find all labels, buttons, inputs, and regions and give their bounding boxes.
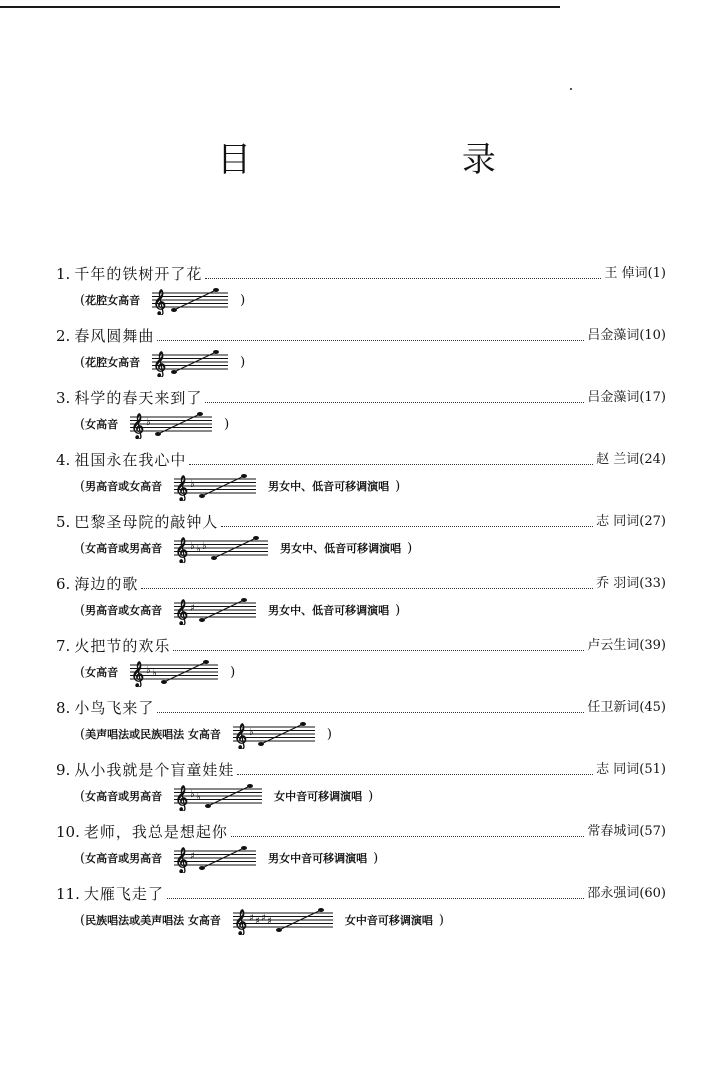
range-note-icon — [318, 908, 324, 912]
sharp-icon: ♯ — [190, 603, 195, 614]
range-note-icon — [213, 350, 219, 354]
open-paren: ( — [80, 788, 86, 804]
entry-voice-info — [56, 904, 666, 936]
entry-transpose-note: 女中音可移调演唱 — [274, 790, 363, 803]
flat-icon: ♭ — [196, 544, 201, 555]
toc-entry[interactable] — [56, 320, 666, 382]
open-paren: ( — [80, 726, 86, 742]
entry-lyricist-page: 志 同词(51) — [596, 762, 666, 777]
entry-voice-info — [56, 470, 666, 502]
close-paren: ) — [438, 912, 444, 928]
treble-clef-icon: 𝄞 — [175, 600, 189, 625]
toc-entry-line — [56, 320, 666, 346]
music-staff-icon — [172, 595, 258, 625]
entry-lyricist-page: 常春城词(57) — [587, 824, 666, 839]
dot-leader — [157, 339, 584, 341]
range-note-icon — [199, 494, 205, 498]
open-paren: ( — [80, 540, 86, 556]
entry-voice-info — [56, 284, 666, 316]
flat-icon: ♭ — [196, 792, 201, 803]
close-paren: ) — [368, 788, 374, 804]
treble-clef-icon: 𝄞 — [175, 786, 189, 811]
treble-clef-icon: 𝄞 — [175, 476, 189, 501]
flat-icon: ♭ — [190, 789, 195, 800]
music-staff-icon — [231, 905, 335, 935]
entry-number: 2. — [56, 327, 71, 345]
range-note-icon — [199, 866, 205, 870]
entry-voice-info — [56, 842, 666, 874]
page-title: 目 录 — [217, 140, 596, 180]
flat-icon: ♭ — [146, 417, 151, 428]
entry-voice-info — [56, 656, 666, 688]
range-note-icon — [211, 556, 217, 560]
dot-leader — [157, 711, 584, 713]
music-staff-icon — [172, 471, 258, 501]
entry-number: 11. — [56, 885, 80, 903]
entry-number: 1. — [56, 265, 71, 283]
flat-icon: ♭ — [190, 541, 195, 552]
entry-title[interactable]: 从小我就是个盲童娃娃 — [74, 761, 235, 779]
entry-number: 3. — [56, 389, 71, 407]
entry-transpose-note: 男女中、低音可移调演唱 — [268, 480, 390, 493]
close-paren: ) — [224, 416, 230, 432]
dot-leader — [205, 401, 584, 403]
music-staff-icon — [150, 285, 230, 315]
entry-transpose-note: 男女中、低音可移调演唱 — [280, 542, 402, 555]
open-paren: ( — [80, 850, 86, 866]
sharp-icon: ♯ — [248, 913, 254, 924]
range-note-icon — [203, 660, 209, 664]
entry-lyricist-page: 任卫新词(45) — [587, 700, 666, 715]
dot-leader — [189, 463, 593, 465]
flat-icon: ♭ — [248, 727, 254, 738]
close-paren: ) — [326, 726, 332, 742]
treble-clef-icon: 𝄞 — [233, 910, 247, 935]
entry-voice-info — [56, 532, 666, 564]
entry-number: 7. — [56, 637, 71, 655]
entry-voice: 女高音 — [85, 418, 119, 431]
entry-number: 9. — [56, 761, 71, 779]
dot-leader — [173, 649, 584, 651]
range-note-icon — [161, 680, 167, 684]
range-note-icon — [155, 432, 161, 436]
treble-clef-icon: 𝄞 — [175, 848, 189, 873]
toc-entry-line — [56, 382, 666, 408]
dot-leader — [221, 525, 593, 527]
music-staff-icon — [128, 409, 214, 439]
music-staff-icon — [172, 781, 264, 811]
toc-entry-line — [56, 816, 666, 842]
range-note-icon — [300, 722, 306, 726]
entry-voice: 女高音 — [85, 666, 119, 679]
toc-entry[interactable] — [56, 816, 666, 878]
sharp-icon: ♯ — [266, 916, 272, 927]
entry-title[interactable]: 小鸟飞来了 — [74, 699, 155, 717]
entry-voice: 花腔女高音 — [85, 294, 141, 307]
entry-voice-info — [56, 346, 666, 378]
treble-clef-icon: 𝄞 — [233, 724, 247, 749]
close-paren: ) — [395, 478, 401, 494]
range-note-icon — [199, 618, 205, 622]
range-note-icon — [171, 308, 177, 312]
entry-lyricist-page: 吕金藻词(10) — [587, 328, 666, 343]
entry-voice: 女高音或男高音 — [85, 790, 163, 803]
entry-number: 6. — [56, 575, 71, 593]
toc-entry-line — [56, 444, 666, 470]
table-of-contents — [56, 258, 666, 940]
entry-title[interactable]: 祖国永在我心中 — [74, 451, 187, 469]
entry-voice: 女高音或男高音 — [85, 542, 163, 555]
range-note-icon — [241, 846, 247, 850]
entry-lyricist-page: 王 倬词(1) — [604, 266, 666, 281]
entry-lyricist-page: 邵永强词(60) — [587, 886, 666, 901]
music-staff-icon — [172, 533, 270, 563]
entry-voice-info — [56, 594, 666, 626]
open-paren: ( — [80, 664, 86, 680]
range-note-icon — [253, 536, 259, 540]
open-paren: ( — [80, 912, 86, 928]
range-note-icon — [205, 804, 211, 808]
entry-title[interactable]: 大雁飞走了 — [83, 885, 164, 903]
entry-number: 4. — [56, 451, 71, 469]
entry-voice: 男高音或女高音 — [85, 604, 163, 617]
entry-transpose-note: 女中音可移调演唱 — [344, 914, 433, 927]
treble-clef-icon: 𝄞 — [131, 662, 145, 687]
entry-transpose-note: 男女中音可移调演唱 — [268, 852, 368, 865]
flat-icon: ♭ — [152, 668, 157, 679]
toc-entry[interactable] — [56, 568, 666, 630]
music-staff-icon — [172, 843, 258, 873]
sharp-icon: ♯ — [254, 916, 260, 927]
range-note-icon — [197, 412, 203, 416]
dot-leader — [237, 773, 593, 775]
entry-title[interactable]: 火把节的欢乐 — [74, 637, 171, 655]
toc-entry[interactable] — [56, 258, 666, 320]
toc-entry-line — [56, 258, 666, 284]
toc-entry[interactable] — [56, 630, 666, 692]
entry-voice: 男高音或女高音 — [85, 480, 163, 493]
toc-entry[interactable] — [56, 878, 666, 940]
entry-lyricist-page: 志 同词(27) — [596, 514, 666, 529]
range-note-icon — [276, 928, 282, 932]
entry-voice: 美声唱法或民族唱法 女高音 — [85, 728, 221, 741]
toc-entry-line — [56, 692, 666, 718]
entry-voice: 花腔女高音 — [85, 356, 141, 369]
entry-transpose-note: 男女中、低音可移调演唱 — [268, 604, 390, 617]
entry-voice-info — [56, 718, 666, 750]
open-paren: ( — [80, 292, 86, 308]
close-paren: ) — [373, 850, 379, 866]
entry-number: 8. — [56, 699, 71, 717]
entry-title[interactable]: 海边的歌 — [74, 575, 139, 593]
range-note-icon — [247, 784, 253, 788]
entry-lyricist-page: 乔 羽词(33) — [596, 576, 666, 591]
entry-voice-info — [56, 780, 666, 812]
toc-entry-line — [56, 630, 666, 656]
entry-lyricist-page: 吕金藻词(17) — [587, 390, 666, 405]
treble-clef-icon: 𝄞 — [153, 352, 167, 377]
treble-clef-icon: 𝄞 — [175, 538, 189, 563]
entry-voice: 民族唱法或美声唱法 女高音 — [85, 914, 221, 927]
entry-title[interactable]: 科学的春天来到了 — [74, 389, 203, 407]
toc-entry-line — [56, 506, 666, 532]
entry-lyricist-page: 卢云生词(39) — [587, 638, 666, 653]
dot-leader — [141, 587, 593, 589]
music-staff-icon — [231, 719, 317, 749]
treble-clef-icon: 𝄞 — [153, 290, 167, 315]
entry-voice: 女高音或男高音 — [85, 852, 163, 865]
range-note-icon — [171, 370, 177, 374]
flat-icon: ♭ — [190, 479, 195, 490]
treble-clef-icon: 𝄞 — [131, 414, 145, 439]
dot-leader — [167, 897, 584, 899]
open-paren: ( — [80, 416, 86, 432]
entry-lyricist-page: 赵 兰词(24) — [596, 452, 666, 467]
close-paren: ) — [240, 292, 246, 308]
dot-leader — [231, 835, 584, 837]
flat-icon: ♭ — [202, 541, 207, 552]
toc-entry[interactable] — [56, 754, 666, 816]
toc-entry-line — [56, 754, 666, 780]
sharp-icon: ♯ — [260, 913, 266, 924]
music-staff-icon — [128, 657, 220, 687]
dot-leader — [205, 277, 601, 279]
music-staff-icon — [150, 347, 230, 377]
range-note-icon — [241, 598, 247, 602]
open-paren: ( — [80, 354, 86, 370]
entry-title[interactable]: 春风圆舞曲 — [74, 327, 155, 345]
scan-speck — [570, 88, 572, 90]
close-paren: ) — [395, 602, 401, 618]
toc-entry-line — [56, 568, 666, 594]
range-note-icon — [241, 474, 247, 478]
entry-number: 5. — [56, 513, 71, 531]
open-paren: ( — [80, 602, 86, 618]
toc-entry[interactable] — [56, 692, 666, 754]
range-note-icon — [213, 288, 219, 292]
flat-icon: ♭ — [146, 665, 151, 676]
entry-number: 10. — [56, 823, 80, 841]
toc-entry-line — [56, 878, 666, 904]
entry-title[interactable]: 老师，我总是想起你 — [83, 823, 228, 841]
entry-title[interactable]: 千年的铁树开了花 — [74, 265, 203, 283]
close-paren: ) — [240, 354, 246, 370]
toc-entry[interactable] — [56, 382, 666, 444]
range-note-icon — [258, 742, 264, 746]
close-paren: ) — [407, 540, 413, 556]
top-rule — [0, 6, 560, 8]
entry-title[interactable]: 巴黎圣母院的敲钟人 — [74, 513, 219, 531]
sharp-icon: ♯ — [190, 851, 195, 862]
toc-entry[interactable] — [56, 506, 666, 568]
entry-voice-info — [56, 408, 666, 440]
close-paren: ) — [230, 664, 236, 680]
open-paren: ( — [80, 478, 86, 494]
toc-entry[interactable] — [56, 444, 666, 506]
